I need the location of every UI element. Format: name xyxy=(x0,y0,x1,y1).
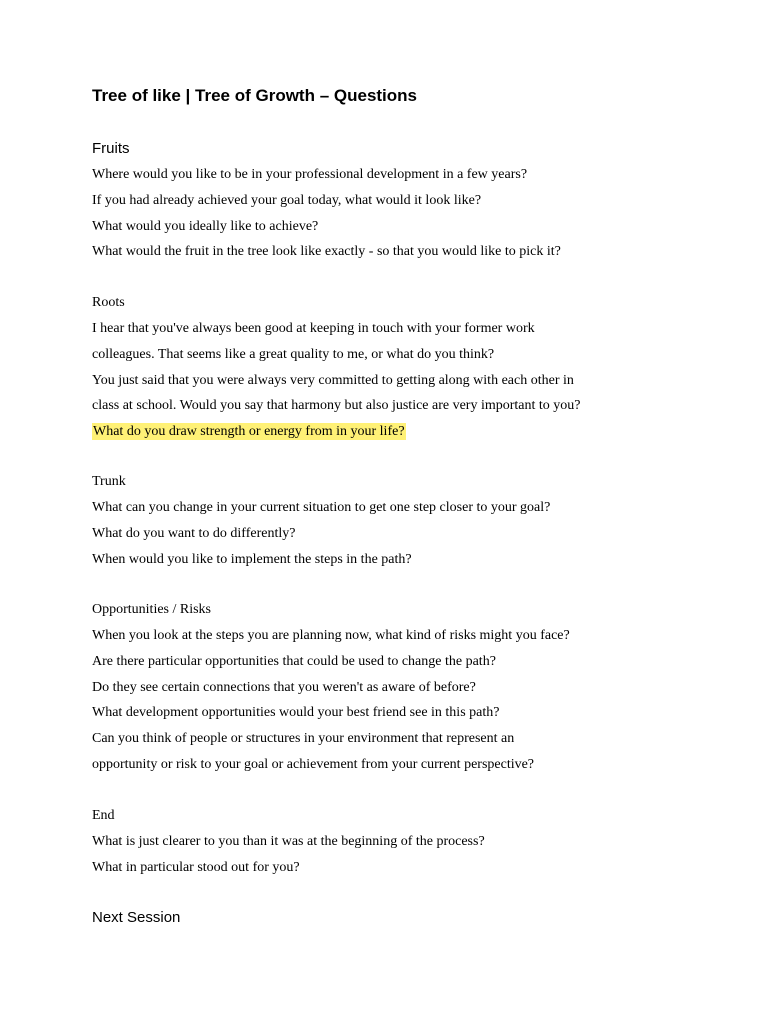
question-line: class at school. Would you say that harmony but also justice are very important to you? xyxy=(92,398,581,414)
question-line: When would you like to implement the steps in the path? xyxy=(92,551,412,567)
section-heading-trunk: Trunk xyxy=(92,474,126,489)
section-trunk xyxy=(92,469,692,572)
text-highlight: What do you draw strength or energy from in your life? xyxy=(93,424,405,440)
section-heading-end: End xyxy=(92,808,115,823)
section-roots xyxy=(92,290,692,445)
question-line: Can you think of people or structures in your environment that represent an xyxy=(92,731,515,747)
section-fruits xyxy=(92,136,692,265)
question-line: Do they see certain connections that you weren't as aware of before? xyxy=(92,679,476,695)
question-line: What in particular stood out for you? xyxy=(92,859,300,875)
question-line: When you look at the steps you are planning now, what kind of risks might you face? xyxy=(92,628,570,643)
question-line: What is just clearer to you than it was at the beginning of the process? xyxy=(92,834,485,849)
question-line: What would you ideally like to achieve? xyxy=(92,218,319,234)
section-heading-opportunities-risks: Opportunities / Risks xyxy=(92,602,212,617)
question-line: What can you change in your current situation to get one step closer to your goal? xyxy=(92,500,551,515)
question-line: You just said that you were always very committed to getting along with each other in xyxy=(92,372,574,388)
section-heading-fruits: Fruits xyxy=(92,140,130,157)
question-line: colleagues. That seems like a great quality to me, or what do you think? xyxy=(92,346,495,362)
question-line: I hear that you've always been good at keeping in touch with your former work xyxy=(92,321,535,336)
question-line: Are there particular opportunities that could be used to change the path? xyxy=(92,653,496,669)
question-line: What do you want to do differently? xyxy=(92,525,296,541)
question-line: What would the fruit in the tree look like exactly - so that you would like to pick it? xyxy=(92,244,561,260)
section-opportunities-risks xyxy=(92,597,692,778)
next-session-heading: Next Session xyxy=(92,909,181,926)
section-end xyxy=(92,803,692,881)
question-line: Where would you like to be in your professional development in a few years? xyxy=(92,167,528,182)
highlighted-question-line xyxy=(92,419,692,445)
document-title: Tree of like | Tree of Growth – Questions xyxy=(92,86,418,105)
question-line: opportunity or risk to your goal or achievement from your current perspective? xyxy=(92,756,535,772)
question-line: If you had already achieved your goal today, what would it look like? xyxy=(92,192,482,208)
question-line: What development opportunities would your best friend see in this path? xyxy=(92,705,500,721)
section-heading-roots: Roots xyxy=(92,295,125,310)
